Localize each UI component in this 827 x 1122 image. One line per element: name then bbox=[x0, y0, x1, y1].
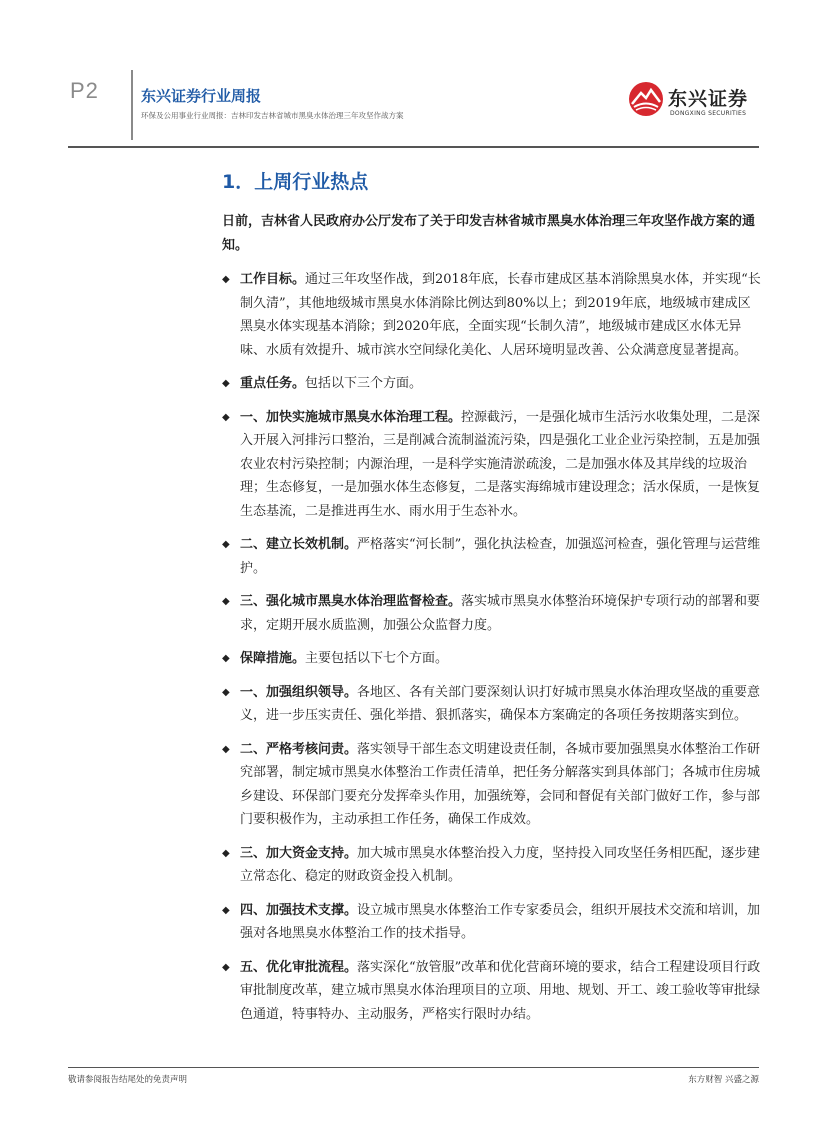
bullet-text: 主要包括以下七个方面。 bbox=[305, 651, 449, 666]
bullet-lead: 二、严格考核问责。 bbox=[240, 741, 358, 757]
bullet-item bbox=[222, 681, 762, 728]
bullet-item bbox=[222, 842, 762, 889]
diamond-bullet-icon: ◆ bbox=[222, 653, 230, 664]
bullet-lead: 一、加强组织领导。 bbox=[240, 684, 358, 700]
bullet-item bbox=[222, 647, 762, 671]
diamond-bullet-icon: ◆ bbox=[222, 961, 230, 973]
bullet-lead: 五、优化审批流程。 bbox=[240, 959, 358, 975]
diamond-bullet-icon: ◆ bbox=[222, 378, 230, 389]
bullet-text: 各地区、各有关部门要深刻认识打好城市黑臭水体治理攻坚战的重要意义，进一步压实责任、强化举措、狠抓落实，确保本方案确定的各项任务按期落实到位。 bbox=[240, 684, 761, 723]
report-subtitle: 环保及公用事业行业周报：吉林印发吉林省城市黑臭水体治理三年攻坚作战方案 bbox=[141, 111, 404, 120]
bullet-lead: 保障措施。 bbox=[240, 651, 306, 666]
diamond-bullet-icon: ◆ bbox=[222, 686, 230, 698]
footer-rule bbox=[68, 1067, 759, 1068]
bullet-text: 包括以下三个方面。 bbox=[305, 376, 423, 391]
bullet-item bbox=[222, 738, 762, 832]
bullet-item bbox=[222, 372, 762, 396]
bullet-item bbox=[222, 590, 762, 637]
logo-english-name: DONGXING SECURITIES bbox=[670, 110, 747, 117]
bullet-lead: 三、强化城市黑臭水体治理监督检查。 bbox=[240, 594, 462, 609]
bullet-text: 加大城市黑臭水体整治投入力度，坚持投入同攻坚任务相匹配，逐步建立常态化、稳定的财政资金投入机制。 bbox=[240, 845, 761, 884]
bullet-item bbox=[222, 406, 762, 524]
diamond-bullet-icon: ◆ bbox=[222, 274, 230, 285]
bullet-text: 落实深化“放管服”改革和优化营商环境的要求，结合工程建设项目行政审批制度改革，建立城市黑臭水体治理项目的立项、用地、规划、开工、竣工验收等审批绿色通道，特事特办、主动服务，严格实行限时办结。 bbox=[240, 959, 761, 1022]
bullet-lead: 四、加强技术支撑。 bbox=[240, 902, 358, 918]
report-title: 东兴证券行业周报 bbox=[141, 87, 262, 105]
bullet-text: 落实领导干部生态文明建设责任制，各城市要加强黑臭水体整治工作研究部署，制定城市黑臭水体整治工作责任清单，把任务分解落实到具体部门；各城市住房城乡建设、环保部门要充分发挥牵头作用，加强统筹，会同和督促有关部门做好工作，参与部门要积极作为，主动承担工作任务，确保工作成效。 bbox=[240, 741, 761, 827]
bullet-lead: 重点任务。 bbox=[240, 376, 306, 391]
footer-disclaimer: 敬请参阅报告结尾处的免责声明 bbox=[68, 1075, 188, 1085]
bullet-lead: 三、加大资金支持。 bbox=[240, 845, 358, 861]
bullet-item bbox=[222, 956, 762, 1027]
bullet-lead: 二、建立长效机制。 bbox=[240, 537, 358, 552]
page-number: P2 bbox=[70, 78, 99, 103]
bullet-item bbox=[222, 268, 762, 362]
bullet-text: 通过三年攻坚作战，到2018年底，长春市建成区基本消除黑臭水体，并实现“长制久清”，其他地级城市黑臭水体消除比例达到80%以上；到2019年底，地级城市建成区黑臭水体实现基本消除；到2020年底，全面实现“长制久清”，地级城市建成区水体无异味、水质有效提升、城市滨水空间绿化美化、人居环境明显改善、公众满意度显著提高。 bbox=[240, 272, 761, 358]
bullet-item bbox=[222, 899, 762, 946]
bullet-lead: 工作目标。 bbox=[240, 272, 306, 287]
company-logo bbox=[628, 78, 762, 126]
diamond-bullet-icon: ◆ bbox=[222, 411, 230, 423]
content bbox=[222, 210, 762, 1036]
diamond-bullet-icon: ◆ bbox=[222, 743, 230, 755]
section-title: 1．上周行业热点 bbox=[222, 171, 369, 193]
header-rule bbox=[68, 146, 759, 148]
intro-paragraph: 日前，吉林省人民政府办公厅发布了关于印发吉林省城市黑臭水体治理三年攻坚作战方案的通知。 bbox=[222, 214, 756, 253]
logo-mark-icon bbox=[628, 80, 664, 118]
bullet-text: 控源截污，一是强化城市生活污水收集处理，二是深入开展入河排污口整治，三是削减合流制溢流污染，四是强化工业企业污染控制，五是加强农业农村污染控制；内源治理，一是科学实施清淤疏浚，二是加强水体及其岸线的垃圾治理；生态修复，一是加强水体生态修复，二是落实海绵城市建设理念；活水保质，一是恢复生态基流，二是推进再生水、雨水用于生态补水。 bbox=[240, 409, 761, 519]
bullet-item bbox=[222, 533, 762, 580]
logo-name: 东兴证券 bbox=[668, 88, 749, 110]
diamond-bullet-icon: ◆ bbox=[222, 539, 230, 550]
bullet-text: 落实城市黑臭水体整治环境保护专项行动的部署和要求，定期开展水质监测，加强公众监督力度。 bbox=[240, 594, 761, 633]
bullet-text: 严格落实“河长制”，强化执法检查，加强巡河检查，强化管理与运营维护。 bbox=[240, 537, 761, 576]
bullet-lead: 一、加快实施城市黑臭水体治理工程。 bbox=[240, 409, 462, 425]
diamond-bullet-icon: ◆ bbox=[222, 904, 230, 916]
diamond-bullet-icon: ◆ bbox=[222, 596, 230, 607]
footer-slogan: 东方财智 兴盛之源 bbox=[688, 1075, 759, 1085]
diamond-bullet-icon: ◆ bbox=[222, 847, 230, 859]
header-divider bbox=[131, 70, 133, 140]
bullet-text: 设立城市黑臭水体整治工作专家委员会，组织开展技术交流和培训，加强对各地黑臭水体整治工作的技术指导。 bbox=[240, 902, 761, 941]
